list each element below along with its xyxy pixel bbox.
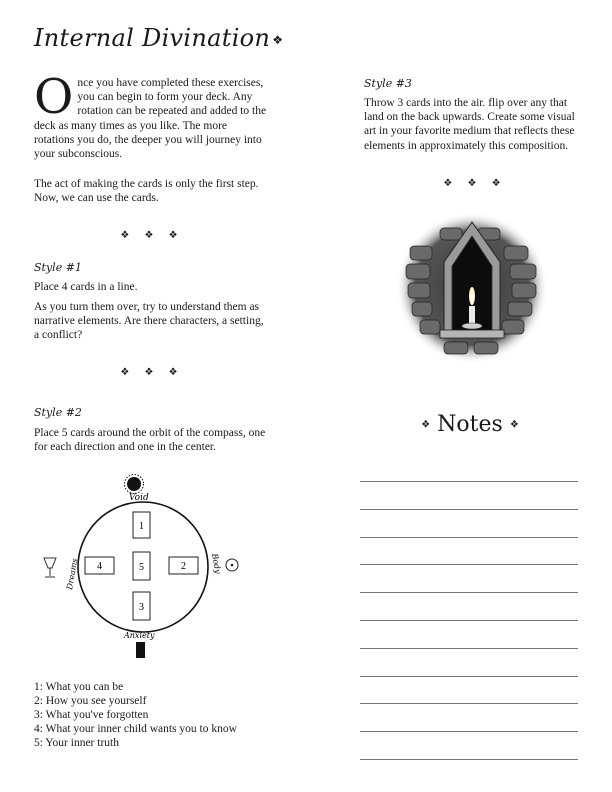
legend-item: 1: What you can be <box>34 681 124 693</box>
compass-bottom-label: Anxiety <box>124 631 155 640</box>
card-2 <box>169 557 198 574</box>
chalice-icon <box>44 558 56 577</box>
separator-1: ❖ ❖ ❖ <box>120 230 184 241</box>
note-line <box>360 648 578 649</box>
style1-line1: Place 4 cards in a line. <box>34 281 138 293</box>
style3-heading: Style #3 <box>364 77 412 90</box>
style1-line2: As you turn them over, try to understand them as narrative elements. Are there characters, a setting, a conflict? <box>34 301 264 342</box>
card-4 <box>85 557 114 574</box>
title-ornament-icon: ❖ <box>272 32 284 47</box>
note-line <box>360 537 578 538</box>
card-2-label: 2 <box>181 561 186 572</box>
dark-stone-icon <box>136 642 145 658</box>
note-line <box>360 759 578 760</box>
card-3 <box>133 592 150 620</box>
page-title-text: Internal Divination <box>34 24 271 52</box>
legend-item: 4: What your inner child wants you to know <box>34 723 237 735</box>
notes-title: Notes <box>437 412 503 437</box>
sun-symbol-icon <box>226 559 238 571</box>
note-line <box>360 509 578 510</box>
card-5 <box>133 552 150 580</box>
compass-diagram <box>30 466 260 664</box>
style2-heading: Style #2 <box>34 406 82 419</box>
legend-item: 2: How you see yourself <box>34 695 147 707</box>
legend-list <box>34 680 294 750</box>
page-title <box>34 24 283 52</box>
intro-text: nce you have completed these exercises, you can begin to form your deck. Any rotation can be repeated and added to the deck as many times as you like. The more rotations you do, the deeper you will journey into your subconscious. <box>34 77 267 161</box>
note-line <box>360 620 578 621</box>
card-1-label: 1 <box>139 521 144 532</box>
card-3-label: 3 <box>139 602 144 613</box>
legend-item: 3: What you've forgotten <box>34 709 149 721</box>
note-line <box>360 703 578 704</box>
notes-ornament-left-icon: ❖ <box>421 419 431 431</box>
separator-2: ❖ ❖ ❖ <box>120 367 184 378</box>
card-1 <box>133 512 150 538</box>
note-line <box>360 731 578 732</box>
legend-item: 5: Your inner truth <box>34 737 119 749</box>
compass-left-label: Dreams <box>65 557 80 591</box>
intro-paragraph <box>34 69 270 161</box>
card-5-label: 5 <box>139 562 144 573</box>
drop-cap: O <box>34 69 74 125</box>
candle-window-illustration <box>392 208 552 368</box>
note-line <box>360 592 578 593</box>
notes-heading <box>420 412 520 437</box>
note-line <box>360 564 578 565</box>
style2-text: Place 5 cards around the orbit of the compass, one for each direction and one in the center. <box>34 427 266 454</box>
note-line <box>360 481 578 482</box>
card-4-label: 4 <box>97 561 102 572</box>
sun-icon <box>125 475 144 494</box>
separator-3: ❖ ❖ ❖ <box>443 178 507 189</box>
compass-right-label: Body <box>210 552 223 575</box>
style1-heading: Style #1 <box>34 261 82 274</box>
style3-text: Throw 3 cards into the air. flip over any that land on the back upwards. Create some visual art in your favorite medium that reflects these elements in approximately this composition. <box>364 97 575 152</box>
note-line <box>360 676 578 677</box>
compass-top-label: Void <box>129 493 149 503</box>
notes-ornament-right-icon: ❖ <box>509 419 519 431</box>
intro-paragraph-2: The act of making the cards is only the first step. Now, we can use the cards. <box>34 178 259 205</box>
